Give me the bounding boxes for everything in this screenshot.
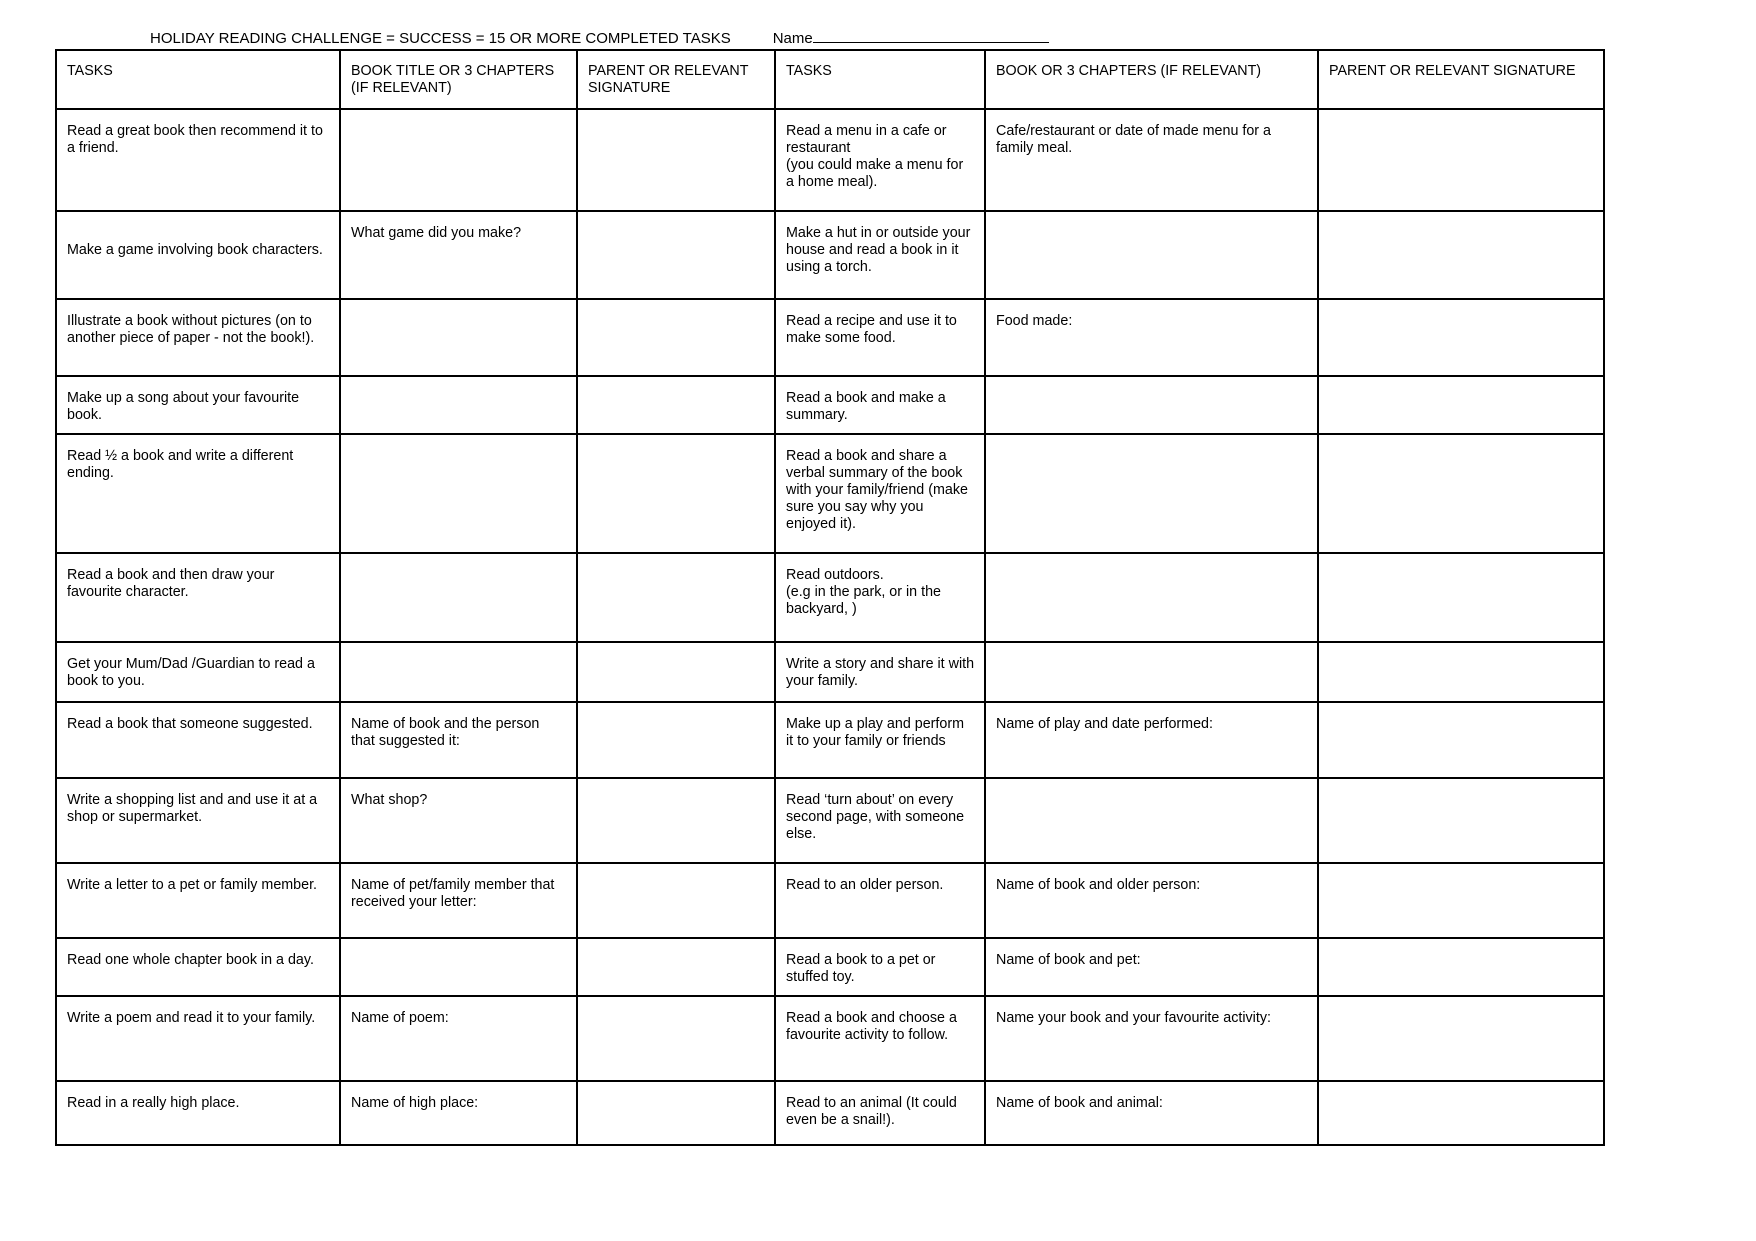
book-cell[interactable]: Name of book and animal:: [985, 1081, 1318, 1145]
signature-cell[interactable]: [577, 778, 775, 863]
table-row: [56, 938, 1604, 996]
signature-cell[interactable]: [577, 863, 775, 938]
book-cell[interactable]: [985, 211, 1318, 299]
task-cell: Write a letter to a pet or family member.: [56, 863, 340, 938]
task-cell: Read a recipe and use it to make some food.: [775, 299, 985, 376]
book-cell[interactable]: Name of poem:: [340, 996, 577, 1081]
task-cell: Read a book and make a summary.: [775, 376, 985, 434]
task-cell: Illustrate a book without pictures (on to another piece of paper - not the book!).: [56, 299, 340, 376]
task-cell: Make a game involving book characters.: [56, 211, 340, 299]
signature-cell[interactable]: [577, 938, 775, 996]
column-header-signature: PARENT OR RELEVANT SIGNATURE: [1318, 50, 1604, 109]
signature-cell[interactable]: [1318, 434, 1604, 553]
book-cell[interactable]: [340, 109, 577, 211]
column-header-book-chapters: BOOK OR 3 CHAPTERS (IF RELEVANT): [985, 50, 1318, 109]
task-cell: Make up a play and perform it to your family or friends: [775, 702, 985, 778]
page-title: HOLIDAY READING CHALLENGE = SUCCESS = 15 OR MORE COMPLETED TASKS: [150, 30, 731, 47]
name-label: Name: [772, 30, 813, 47]
task-cell: Write a shopping list and and use it at a shop or supermarket.: [56, 778, 340, 863]
signature-cell[interactable]: [1318, 109, 1604, 211]
table-row: [56, 109, 1604, 211]
signature-cell[interactable]: [577, 642, 775, 702]
signature-cell[interactable]: [1318, 938, 1604, 996]
signature-cell[interactable]: [1318, 376, 1604, 434]
book-cell[interactable]: Name of play and date performed:: [985, 702, 1318, 778]
book-cell[interactable]: [340, 938, 577, 996]
book-cell[interactable]: [985, 642, 1318, 702]
task-cell: Read a menu in a cafe or restaurant (you could make a menu for a home meal).: [775, 109, 985, 211]
book-cell[interactable]: Food made:: [985, 299, 1318, 376]
book-cell[interactable]: [340, 376, 577, 434]
task-cell: Read a book that someone suggested.: [56, 702, 340, 778]
table-row: [56, 778, 1604, 863]
task-cell: Read a great book then recommend it to a friend.: [56, 109, 340, 211]
table-row: [56, 863, 1604, 938]
task-cell: Get your Mum/Dad /Guardian to read a book to you.: [56, 642, 340, 702]
task-cell: Read to an animal (It could even be a snail!).: [775, 1081, 985, 1145]
column-header-book-title: BOOK TITLE OR 3 CHAPTERS (IF RELEVANT): [340, 50, 577, 109]
book-cell[interactable]: [340, 642, 577, 702]
task-cell: Read one whole chapter book in a day.: [56, 938, 340, 996]
table-row: [56, 553, 1604, 642]
task-cell: Read in a really high place.: [56, 1081, 340, 1145]
signature-cell[interactable]: [1318, 1081, 1604, 1145]
signature-cell[interactable]: [577, 553, 775, 642]
book-cell[interactable]: Cafe/restaurant or date of made menu for a family meal.: [985, 109, 1318, 211]
signature-cell[interactable]: [1318, 863, 1604, 938]
document-header: [150, 28, 1049, 47]
signature-cell[interactable]: [577, 376, 775, 434]
column-header-tasks: TASKS: [56, 50, 340, 109]
signature-cell[interactable]: [577, 211, 775, 299]
table-row: [56, 702, 1604, 778]
book-cell[interactable]: Name of book and older person:: [985, 863, 1318, 938]
signature-cell[interactable]: [577, 1081, 775, 1145]
table-row: [56, 996, 1604, 1081]
task-cell: Write a poem and read it to your family.: [56, 996, 340, 1081]
task-cell: Make a hut in or outside your house and read a book in it using a torch.: [775, 211, 985, 299]
book-cell[interactable]: What shop?: [340, 778, 577, 863]
table-row: [56, 642, 1604, 702]
book-cell[interactable]: Name of book and pet:: [985, 938, 1318, 996]
signature-cell[interactable]: [1318, 299, 1604, 376]
reading-challenge-table: [55, 49, 1605, 1146]
table-row: [56, 434, 1604, 553]
task-cell: Read a book and share a verbal summary of the book with your family/friend (make sure you say why you enjoyed it).: [775, 434, 985, 553]
task-cell: Read outdoors. (e.g in the park, or in the backyard, ): [775, 553, 985, 642]
signature-cell[interactable]: [577, 702, 775, 778]
book-cell[interactable]: What game did you make?: [340, 211, 577, 299]
task-cell: Make up a song about your favourite book.: [56, 376, 340, 434]
signature-cell[interactable]: [577, 109, 775, 211]
book-cell[interactable]: [340, 299, 577, 376]
book-cell[interactable]: [340, 434, 577, 553]
signature-cell[interactable]: [1318, 702, 1604, 778]
signature-cell[interactable]: [577, 434, 775, 553]
task-cell: Write a story and share it with your family.: [775, 642, 985, 702]
book-cell[interactable]: [985, 778, 1318, 863]
book-cell[interactable]: [985, 376, 1318, 434]
table-row: [56, 299, 1604, 376]
book-cell[interactable]: Name your book and your favourite activity:: [985, 996, 1318, 1081]
signature-cell[interactable]: [577, 996, 775, 1081]
name-line[interactable]: [813, 28, 1049, 43]
signature-cell[interactable]: [1318, 211, 1604, 299]
book-cell[interactable]: [340, 553, 577, 642]
book-cell[interactable]: [985, 434, 1318, 553]
signature-cell[interactable]: [577, 299, 775, 376]
table-row: [56, 211, 1604, 299]
signature-cell[interactable]: [1318, 996, 1604, 1081]
table-row: [56, 376, 1604, 434]
column-header-tasks: TASKS: [775, 50, 985, 109]
task-cell: Read a book and then draw your favourite character.: [56, 553, 340, 642]
task-cell: Read a book to a pet or stuffed toy.: [775, 938, 985, 996]
book-cell[interactable]: Name of book and the person that suggested it:: [340, 702, 577, 778]
book-cell[interactable]: Name of pet/family member that received your letter:: [340, 863, 577, 938]
task-cell: Read ½ a book and write a different ending.: [56, 434, 340, 553]
column-header-signature: PARENT OR RELEVANT SIGNATURE: [577, 50, 775, 109]
task-cell: Read ‘turn about’ on every second page, with someone else.: [775, 778, 985, 863]
task-cell: Read to an older person.: [775, 863, 985, 938]
table-header-row: [56, 50, 1604, 109]
signature-cell[interactable]: [1318, 778, 1604, 863]
book-cell[interactable]: Name of high place:: [340, 1081, 577, 1145]
table-row: [56, 1081, 1604, 1145]
signature-cell[interactable]: [1318, 642, 1604, 702]
signature-cell[interactable]: [1318, 553, 1604, 642]
task-cell: Read a book and choose a favourite activity to follow.: [775, 996, 985, 1081]
book-cell[interactable]: [985, 553, 1318, 642]
